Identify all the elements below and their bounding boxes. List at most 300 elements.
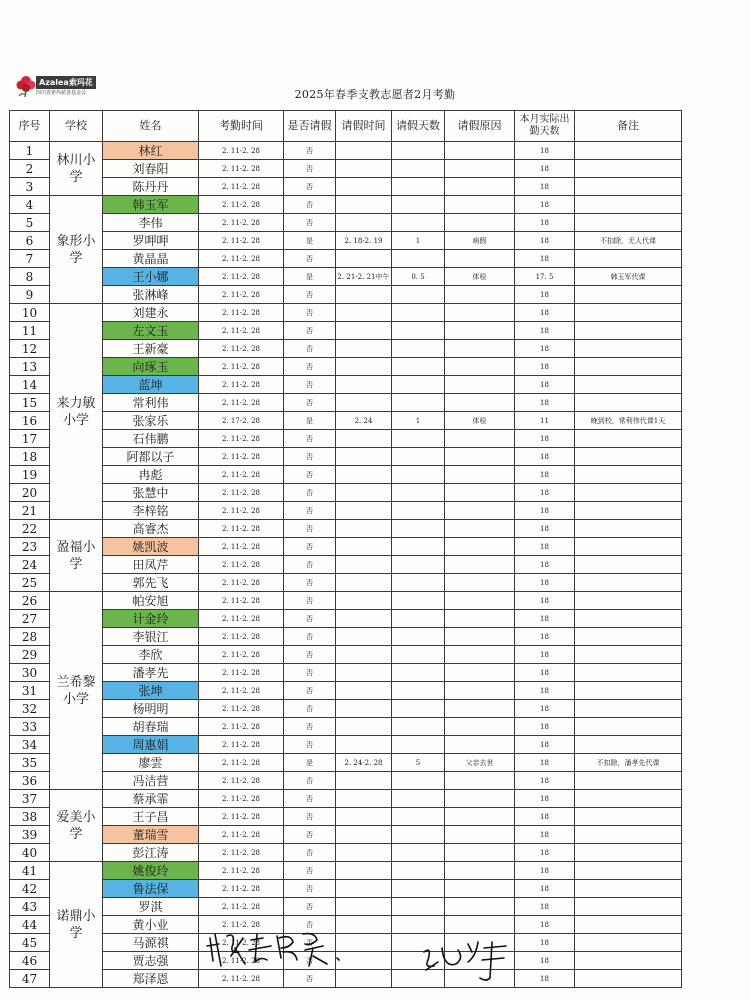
leave-time	[336, 574, 392, 592]
actual-days: 18	[515, 592, 575, 610]
leave-days	[392, 358, 445, 376]
table-row	[10, 826, 682, 844]
leave-days	[392, 322, 445, 340]
leave-flag: 否	[284, 376, 336, 394]
actual-days: 18	[515, 574, 575, 592]
table-row	[10, 556, 682, 574]
attendance-period: 2. 11-2. 28	[199, 196, 284, 214]
row-number: 31	[10, 682, 50, 700]
table-row	[10, 610, 682, 628]
leave-reason	[445, 700, 515, 718]
volunteer-name: 罗呷呷	[103, 232, 199, 250]
volunteer-name: 高睿杰	[103, 520, 199, 538]
actual-days: 18	[515, 844, 575, 862]
table-row	[10, 466, 682, 484]
leave-time	[336, 448, 392, 466]
leave-time	[336, 466, 392, 484]
leave-flag: 是	[284, 232, 336, 250]
attendance-period: 2. 11-2. 28	[199, 556, 284, 574]
row-number: 2	[10, 160, 50, 178]
header-actual-days: 本月实际出勤天数	[515, 111, 575, 142]
volunteer-name: 张坤	[103, 682, 199, 700]
attendance-period: 2. 11-2. 28	[199, 934, 284, 952]
note	[575, 574, 682, 592]
leave-days	[392, 394, 445, 412]
volunteer-name: 常利伟	[103, 394, 199, 412]
leave-days	[392, 790, 445, 808]
row-number: 3	[10, 178, 50, 196]
leave-reason	[445, 718, 515, 736]
attendance-period: 2. 11-2. 28	[199, 376, 284, 394]
table-row	[10, 196, 682, 214]
leave-flag: 否	[284, 178, 336, 196]
header-leave-time: 请假时间	[336, 111, 392, 142]
row-number: 10	[10, 304, 50, 322]
leave-reason	[445, 250, 515, 268]
attendance-period: 2. 11-2. 28	[199, 952, 284, 970]
leave-reason	[445, 628, 515, 646]
leave-time	[336, 556, 392, 574]
leave-reason	[445, 304, 515, 322]
leave-days	[392, 898, 445, 916]
row-number: 7	[10, 250, 50, 268]
leave-reason	[445, 736, 515, 754]
leave-time	[336, 592, 392, 610]
row-number: 36	[10, 772, 50, 790]
volunteer-name: 李银江	[103, 628, 199, 646]
logo-brand: Azalea索玛花	[36, 76, 96, 89]
leave-flag: 否	[284, 646, 336, 664]
row-number: 39	[10, 826, 50, 844]
row-number: 30	[10, 664, 50, 682]
row-number: 6	[10, 232, 50, 250]
attendance-table	[9, 110, 682, 988]
leave-time	[336, 520, 392, 538]
leave-flag: 否	[284, 718, 336, 736]
leave-days	[392, 340, 445, 358]
attendance-period: 2. 11-2. 28	[199, 484, 284, 502]
leave-time	[336, 304, 392, 322]
attendance-period: 2. 11-2. 28	[199, 664, 284, 682]
leave-flag: 否	[284, 214, 336, 232]
volunteer-name: 王子昌	[103, 808, 199, 826]
row-number: 47	[10, 970, 50, 988]
attendance-period: 2. 11-2. 28	[199, 160, 284, 178]
table-row	[10, 484, 682, 502]
header-reason: 请假原因	[445, 111, 515, 142]
table-row	[10, 340, 682, 358]
leave-days	[392, 826, 445, 844]
leave-time	[336, 322, 392, 340]
table-row	[10, 790, 682, 808]
leave-flag: 否	[284, 304, 336, 322]
volunteer-name: 李欣	[103, 646, 199, 664]
row-number: 37	[10, 790, 50, 808]
note	[575, 502, 682, 520]
attendance-period: 2. 11-2. 28	[199, 466, 284, 484]
attendance-period: 2. 11-2. 28	[199, 340, 284, 358]
table-row	[10, 736, 682, 754]
leave-days	[392, 772, 445, 790]
leave-flag: 否	[284, 430, 336, 448]
note	[575, 826, 682, 844]
school-name: 诺鼎小学	[50, 862, 103, 988]
attendance-period: 2. 11-2. 28	[199, 754, 284, 772]
school-name: 林川小学	[50, 142, 103, 196]
leave-time	[336, 790, 392, 808]
table-row	[10, 754, 682, 772]
leave-time	[336, 178, 392, 196]
leave-time: 2. 21-2. 21中午	[336, 268, 392, 286]
volunteer-name: 陈丹丹	[103, 178, 199, 196]
actual-days: 18	[515, 142, 575, 160]
note	[575, 862, 682, 880]
leave-reason	[445, 484, 515, 502]
leave-reason	[445, 394, 515, 412]
leave-reason	[445, 214, 515, 232]
volunteer-name: 张慧中	[103, 484, 199, 502]
actual-days: 18	[515, 790, 575, 808]
actual-days: 18	[515, 340, 575, 358]
table-row	[10, 574, 682, 592]
leave-reason	[445, 430, 515, 448]
leave-flag: 否	[284, 880, 336, 898]
volunteer-name: 向琢玉	[103, 358, 199, 376]
table-row	[10, 808, 682, 826]
leave-time	[336, 142, 392, 160]
leave-reason: 病假	[445, 232, 515, 250]
actual-days: 18	[515, 376, 575, 394]
volunteer-name: 周惠娟	[103, 736, 199, 754]
leave-flag: 是	[284, 754, 336, 772]
leave-time	[336, 646, 392, 664]
volunteer-name: 郭先飞	[103, 574, 199, 592]
leave-flag: 是	[284, 412, 336, 430]
leave-reason	[445, 862, 515, 880]
volunteer-name: 姚俊玲	[103, 862, 199, 880]
leave-flag: 否	[284, 574, 336, 592]
actual-days: 18	[515, 970, 575, 988]
leave-flag: 否	[284, 916, 336, 934]
row-number: 12	[10, 340, 50, 358]
leave-days: 1	[392, 232, 445, 250]
leave-reason	[445, 808, 515, 826]
attendance-period: 2. 11-2. 28	[199, 970, 284, 988]
actual-days: 18	[515, 916, 575, 934]
leave-reason	[445, 286, 515, 304]
note	[575, 142, 682, 160]
actual-days: 11	[515, 412, 575, 430]
leave-flag: 否	[284, 538, 336, 556]
note	[575, 934, 682, 952]
table-row	[10, 250, 682, 268]
school-name: 盈福小学	[50, 520, 103, 592]
note	[575, 466, 682, 484]
volunteer-name: 蓝坤	[103, 376, 199, 394]
volunteer-name: 胡春瑞	[103, 718, 199, 736]
leave-reason: 父亲去世	[445, 754, 515, 772]
row-number: 26	[10, 592, 50, 610]
leave-days	[392, 646, 445, 664]
note	[575, 844, 682, 862]
note	[575, 952, 682, 970]
leave-time	[336, 682, 392, 700]
leave-time	[336, 538, 392, 556]
row-number: 13	[10, 358, 50, 376]
table-row	[10, 178, 682, 196]
volunteer-name: 罗淇	[103, 898, 199, 916]
note	[575, 610, 682, 628]
attendance-period: 2. 11-2. 28	[199, 178, 284, 196]
volunteer-name: 张家乐	[103, 412, 199, 430]
volunteer-name: 廖雲	[103, 754, 199, 772]
leave-days	[392, 808, 445, 826]
volunteer-name: 贾志强	[103, 952, 199, 970]
leave-time	[336, 610, 392, 628]
leave-flag: 否	[284, 700, 336, 718]
note	[575, 808, 682, 826]
leave-days: 5	[392, 754, 445, 772]
volunteer-name: 刘春阳	[103, 160, 199, 178]
leave-time	[336, 628, 392, 646]
attendance-period: 2. 11-2. 28	[199, 646, 284, 664]
leave-days	[392, 484, 445, 502]
leave-flag: 否	[284, 448, 336, 466]
leave-reason: 体检	[445, 268, 515, 286]
table-row	[10, 628, 682, 646]
note	[575, 880, 682, 898]
actual-days: 18	[515, 358, 575, 376]
school-name: 爱美小学	[50, 790, 103, 862]
leave-flag: 否	[284, 610, 336, 628]
note	[575, 772, 682, 790]
leave-days: 1	[392, 412, 445, 430]
leave-reason	[445, 160, 515, 178]
actual-days: 18	[515, 700, 575, 718]
volunteer-name: 彭江涛	[103, 844, 199, 862]
document-title: 2025年春季支教志愿者2月考勤	[294, 88, 456, 101]
attendance-period: 2. 17-2. 28	[199, 412, 284, 430]
attendance-period: 2. 11-2. 28	[199, 250, 284, 268]
leave-reason	[445, 826, 515, 844]
actual-days: 18	[515, 520, 575, 538]
leave-flag: 否	[284, 556, 336, 574]
table-row	[10, 142, 682, 160]
actual-days: 18	[515, 286, 575, 304]
attendance-period: 2. 11-2. 28	[199, 898, 284, 916]
table-row	[10, 664, 682, 682]
leave-flag: 否	[284, 466, 336, 484]
actual-days: 18	[515, 214, 575, 232]
volunteer-name: 左文玉	[103, 322, 199, 340]
leave-days	[392, 538, 445, 556]
volunteer-name: 鲁法保	[103, 880, 199, 898]
leave-time: 2. 24-2. 28	[336, 754, 392, 772]
volunteer-name: 姚凯波	[103, 538, 199, 556]
leave-reason	[445, 178, 515, 196]
actual-days: 18	[515, 664, 575, 682]
volunteer-name: 刘建永	[103, 304, 199, 322]
attendance-period: 2. 11-2. 28	[199, 394, 284, 412]
volunteer-name: 帕安旭	[103, 592, 199, 610]
attendance-period: 2. 11-2. 28	[199, 142, 284, 160]
table-row	[10, 862, 682, 880]
table-row	[10, 286, 682, 304]
note	[575, 178, 682, 196]
actual-days: 18	[515, 754, 575, 772]
leave-days	[392, 286, 445, 304]
note	[575, 700, 682, 718]
row-number: 42	[10, 880, 50, 898]
leave-days	[392, 682, 445, 700]
note	[575, 538, 682, 556]
leave-days	[392, 196, 445, 214]
leave-days	[392, 466, 445, 484]
attendance-period: 2. 11-2. 28	[199, 304, 284, 322]
leave-flag: 否	[284, 142, 336, 160]
note	[575, 376, 682, 394]
attendance-period: 2. 11-2. 28	[199, 214, 284, 232]
volunteer-name: 王新豪	[103, 340, 199, 358]
note	[575, 898, 682, 916]
header-no: 序号	[10, 111, 50, 142]
leave-time	[336, 898, 392, 916]
leave-reason	[445, 538, 515, 556]
note	[575, 484, 682, 502]
leave-reason	[445, 574, 515, 592]
leave-flag: 否	[284, 394, 336, 412]
leave-days	[392, 862, 445, 880]
leave-days: 0. 5	[392, 268, 445, 286]
leave-flag: 是	[284, 268, 336, 286]
leave-days	[392, 610, 445, 628]
note	[575, 340, 682, 358]
leave-days	[392, 520, 445, 538]
table-row	[10, 358, 682, 376]
table-row	[10, 214, 682, 232]
attendance-period: 2. 11-2. 28	[199, 286, 284, 304]
table-row	[10, 970, 682, 988]
leave-time	[336, 376, 392, 394]
attendance-period: 2. 11-2. 28	[199, 826, 284, 844]
attendance-period: 2. 11-2. 28	[199, 322, 284, 340]
leave-days	[392, 430, 445, 448]
attendance-period: 2. 11-2. 28	[199, 790, 284, 808]
row-number: 23	[10, 538, 50, 556]
volunteer-name: 黄小业	[103, 916, 199, 934]
attendance-period: 2. 11-2. 28	[199, 700, 284, 718]
note	[575, 322, 682, 340]
leave-time	[336, 862, 392, 880]
leave-days	[392, 700, 445, 718]
row-number: 35	[10, 754, 50, 772]
row-number: 40	[10, 844, 50, 862]
table-row	[10, 898, 682, 916]
actual-days: 18	[515, 808, 575, 826]
note	[575, 304, 682, 322]
table-row	[10, 160, 682, 178]
leave-reason	[445, 916, 515, 934]
table-row	[10, 682, 682, 700]
actual-days: 18	[515, 484, 575, 502]
leave-days	[392, 628, 445, 646]
actual-days: 18	[515, 628, 575, 646]
note	[575, 646, 682, 664]
leave-reason: 体检	[445, 412, 515, 430]
note	[575, 916, 682, 934]
table-row	[10, 448, 682, 466]
leave-time	[336, 340, 392, 358]
row-number: 21	[10, 502, 50, 520]
table-row	[10, 592, 682, 610]
header-period: 考勤时间	[199, 111, 284, 142]
actual-days: 18	[515, 646, 575, 664]
note	[575, 520, 682, 538]
leave-time	[336, 160, 392, 178]
row-number: 14	[10, 376, 50, 394]
leave-time	[336, 484, 392, 502]
leave-flag: 否	[284, 862, 336, 880]
header-note: 备注	[575, 111, 682, 142]
table-row	[10, 430, 682, 448]
leave-flag: 否	[284, 844, 336, 862]
attendance-period: 2. 11-2. 28	[199, 808, 284, 826]
leave-flag: 否	[284, 628, 336, 646]
attendance-period: 2. 11-2. 28	[199, 430, 284, 448]
note	[575, 718, 682, 736]
leave-time	[336, 718, 392, 736]
leave-flag: 否	[284, 772, 336, 790]
leave-time	[336, 250, 392, 268]
leave-time	[336, 664, 392, 682]
attendance-period: 2. 11-2. 28	[199, 718, 284, 736]
volunteer-name: 阿都以子	[103, 448, 199, 466]
school-name: 来力敏小学	[50, 304, 103, 520]
row-number: 15	[10, 394, 50, 412]
leave-flag: 否	[284, 322, 336, 340]
actual-days: 18	[515, 394, 575, 412]
actual-days: 18	[515, 160, 575, 178]
leave-reason	[445, 448, 515, 466]
leave-reason	[445, 340, 515, 358]
leave-flag: 否	[284, 484, 336, 502]
actual-days: 18	[515, 556, 575, 574]
leave-flag: 否	[284, 952, 336, 970]
leave-reason	[445, 142, 515, 160]
table-row	[10, 718, 682, 736]
note	[575, 970, 682, 988]
header-name: 姓名	[103, 111, 199, 142]
handwritten-signature-1	[205, 926, 355, 971]
table-row	[10, 538, 682, 556]
actual-days: 18	[515, 430, 575, 448]
table-row	[10, 268, 682, 286]
leave-reason	[445, 358, 515, 376]
leave-flag: 否	[284, 826, 336, 844]
leave-flag: 否	[284, 790, 336, 808]
handwritten-signature-2	[420, 938, 520, 983]
table-row	[10, 880, 682, 898]
row-number: 32	[10, 700, 50, 718]
actual-days: 18	[515, 682, 575, 700]
leave-days	[392, 916, 445, 934]
volunteer-name: 杨明明	[103, 700, 199, 718]
leave-reason	[445, 520, 515, 538]
actual-days: 18	[515, 322, 575, 340]
volunteer-name: 李梓铭	[103, 502, 199, 520]
attendance-period: 2. 11-2. 28	[199, 268, 284, 286]
leave-flag: 否	[284, 196, 336, 214]
